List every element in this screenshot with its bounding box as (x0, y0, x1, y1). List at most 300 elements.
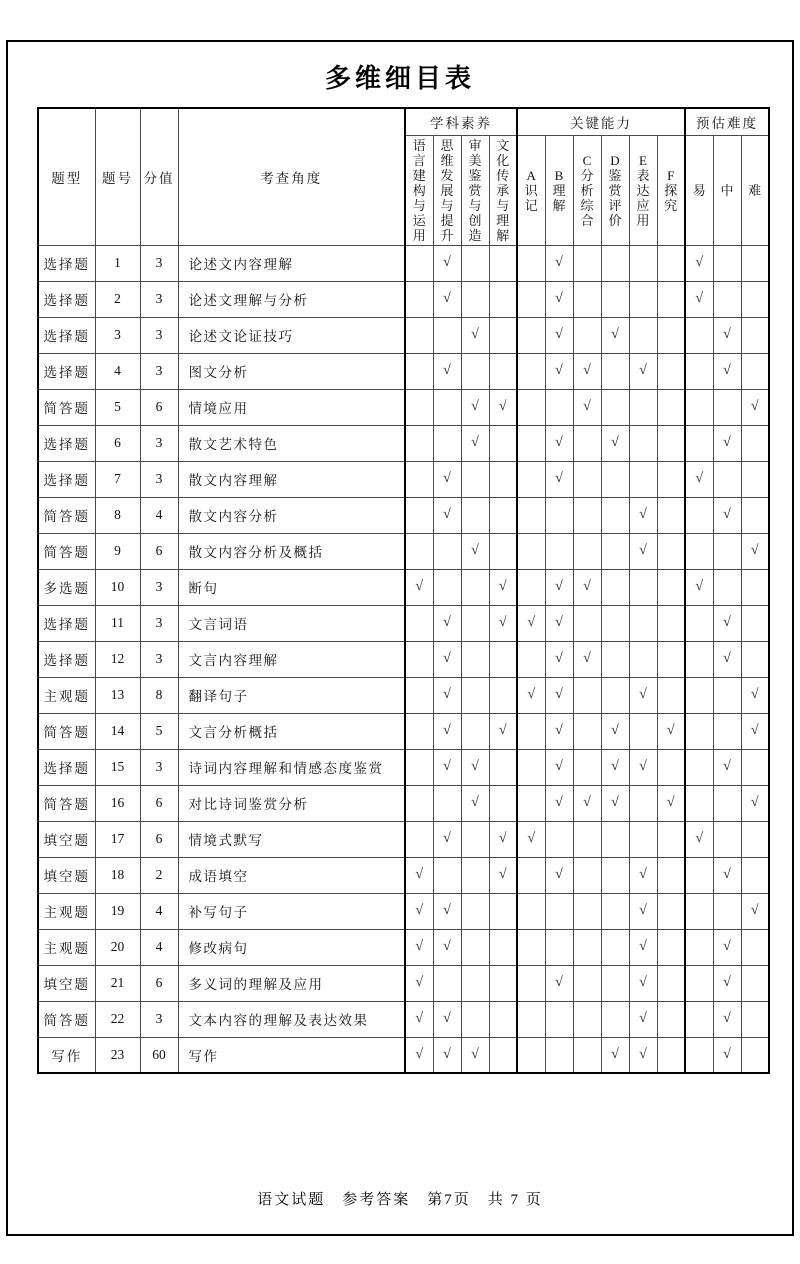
angle-cell: 文言内容理解 (178, 641, 405, 677)
qnum-cell: 5 (95, 389, 140, 425)
check-cell (545, 497, 573, 533)
vertical-label-char: 综 (580, 197, 594, 213)
check-mark: √ (611, 1046, 619, 1062)
check-cell (629, 713, 657, 749)
check-cell (405, 893, 433, 929)
qtype-cell: 填空题 (38, 965, 95, 1001)
check-cell (489, 461, 517, 497)
check-mark: √ (639, 903, 647, 918)
qtype-cell: 选择题 (38, 641, 95, 677)
vertical-label-char: 建 (412, 167, 426, 183)
check-cell (405, 785, 433, 821)
check-cell (657, 677, 685, 713)
page-title: 多维细目表 (324, 64, 475, 93)
check-cell (517, 821, 545, 857)
check-cell (713, 605, 741, 641)
vertical-label-char: 赏 (608, 182, 622, 198)
check-column-header (545, 135, 573, 245)
check-mark: √ (723, 867, 731, 882)
check-cell (461, 461, 489, 497)
check-mark: √ (443, 1046, 451, 1062)
check-cell (489, 281, 517, 317)
check-cell (573, 965, 601, 1001)
check-column-header (657, 135, 685, 245)
check-cell (657, 281, 685, 317)
check-cell (405, 569, 433, 605)
check-cell (433, 461, 461, 497)
vertical-label (574, 136, 601, 244)
vertical-label (462, 136, 489, 244)
qnum-cell: 10 (95, 569, 140, 605)
check-column-header (405, 135, 433, 245)
check-mark: √ (611, 795, 619, 810)
check-cell (461, 317, 489, 353)
check-mark: √ (611, 723, 619, 738)
check-cell (517, 317, 545, 353)
check-cell (517, 641, 545, 677)
check-mark: √ (695, 471, 704, 486)
vertical-label-char: 鉴 (608, 167, 622, 183)
angle-cell: 翻译句子 (178, 677, 405, 713)
check-cell (489, 605, 517, 641)
qnum-cell: 20 (95, 929, 140, 965)
qtype-cell: 填空题 (38, 821, 95, 857)
score-cell: 3 (140, 425, 178, 461)
qtype-cell: 主观题 (38, 677, 95, 713)
vertical-label (630, 136, 657, 244)
table-header (38, 108, 769, 245)
vertical-label (546, 136, 573, 244)
check-column-header (685, 135, 713, 245)
check-cell (405, 281, 433, 317)
check-cell (573, 929, 601, 965)
check-mark: √ (443, 903, 451, 918)
check-cell (685, 497, 713, 533)
check-cell (545, 317, 573, 353)
check-column-header (461, 135, 489, 245)
check-cell (741, 821, 769, 857)
check-cell (685, 929, 713, 965)
check-cell (517, 965, 545, 1001)
check-cell (629, 245, 657, 281)
qnum-cell: 1 (95, 245, 140, 281)
check-cell (629, 893, 657, 929)
check-cell (433, 1001, 461, 1037)
page-footer: 语文试题 参考答案 第7页 共 7 页 (257, 1192, 543, 1208)
check-cell (713, 677, 741, 713)
vertical-label-char: 析 (580, 182, 594, 198)
check-cell (713, 1001, 741, 1037)
check-cell (545, 281, 573, 317)
check-mark: √ (639, 687, 647, 702)
check-cell (601, 533, 629, 569)
check-mark: √ (723, 1011, 731, 1026)
vertical-label-char: 美 (468, 152, 482, 168)
angle-cell: 文言分析概括 (178, 713, 405, 749)
qnum-cell: 15 (95, 749, 140, 785)
check-mark: √ (723, 615, 731, 630)
check-cell (489, 929, 517, 965)
angle-cell: 成语填空 (178, 857, 405, 893)
check-cell (657, 569, 685, 605)
qtype-cell: 多选题 (38, 569, 95, 605)
check-cell (573, 713, 601, 749)
check-cell (517, 713, 545, 749)
vertical-label-char: 文 (496, 137, 510, 153)
check-cell (741, 605, 769, 641)
check-cell (517, 389, 545, 425)
vertical-label-char: 言 (412, 152, 426, 168)
check-cell (713, 281, 741, 317)
check-cell (657, 857, 685, 893)
check-cell (741, 425, 769, 461)
check-mark: √ (723, 975, 731, 990)
check-mark: √ (443, 723, 451, 738)
check-mark: √ (555, 651, 563, 666)
check-cell (517, 425, 545, 461)
check-mark: √ (471, 399, 479, 414)
check-cell (657, 533, 685, 569)
check-cell (629, 353, 657, 389)
check-cell (657, 605, 685, 641)
check-cell (461, 749, 489, 785)
angle-cell: 散文内容分析 (178, 497, 405, 533)
check-cell (713, 929, 741, 965)
check-cell (433, 425, 461, 461)
check-cell (741, 713, 769, 749)
check-cell (657, 389, 685, 425)
qnum-cell: 4 (95, 353, 140, 389)
check-cell (461, 605, 489, 641)
score-cell: 6 (140, 785, 178, 821)
check-cell (545, 965, 573, 1001)
check-mark: √ (415, 579, 424, 594)
check-cell (685, 605, 713, 641)
vertical-label-char: 发 (440, 167, 454, 183)
check-cell (489, 497, 517, 533)
check-cell (489, 965, 517, 1001)
check-cell (433, 929, 461, 965)
check-cell (741, 641, 769, 677)
qtype-cell: 简答题 (38, 785, 95, 821)
vertical-label-char: 识 (524, 182, 538, 198)
qtype-cell: 选择题 (38, 605, 95, 641)
check-cell (713, 641, 741, 677)
check-cell (573, 245, 601, 281)
check-cell (685, 281, 713, 317)
check-mark: √ (415, 939, 424, 954)
check-cell (713, 749, 741, 785)
check-cell (629, 389, 657, 425)
check-cell (517, 605, 545, 641)
check-cell (629, 857, 657, 893)
check-cell (657, 821, 685, 857)
check-cell (657, 353, 685, 389)
check-cell (629, 1037, 657, 1073)
check-cell (433, 821, 461, 857)
check-cell (713, 533, 741, 569)
check-cell (657, 893, 685, 929)
check-cell (405, 929, 433, 965)
check-cell (713, 893, 741, 929)
check-mark: √ (583, 651, 591, 666)
check-mark: √ (695, 291, 704, 306)
vertical-label (406, 136, 433, 244)
check-cell (713, 821, 741, 857)
vertical-label (714, 136, 741, 244)
check-mark: √ (723, 507, 731, 522)
check-cell (545, 461, 573, 497)
check-cell (489, 245, 517, 281)
check-mark: √ (498, 615, 507, 630)
column-header: 分值 (140, 108, 178, 245)
angle-cell: 多义词的理解及应用 (178, 965, 405, 1001)
check-cell (489, 569, 517, 605)
check-cell (433, 245, 461, 281)
table-row (38, 389, 769, 425)
check-cell (741, 1001, 769, 1037)
score-cell: 3 (140, 245, 178, 281)
check-cell (433, 857, 461, 893)
check-mark: √ (639, 543, 647, 558)
check-cell (545, 713, 573, 749)
check-cell (629, 677, 657, 713)
check-cell (685, 389, 713, 425)
check-cell (601, 785, 629, 821)
check-cell (685, 1037, 713, 1073)
vertical-label-char: B (554, 167, 564, 183)
check-mark: √ (555, 759, 563, 774)
vertical-label-char: 表 (636, 167, 650, 183)
qnum-cell: 3 (95, 317, 140, 353)
angle-cell: 图文分析 (178, 353, 405, 389)
check-mark: √ (723, 1046, 731, 1062)
check-mark: √ (666, 795, 675, 810)
check-cell (517, 929, 545, 965)
check-cell (489, 785, 517, 821)
check-cell (685, 713, 713, 749)
qtype-cell: 选择题 (38, 245, 95, 281)
table-row (38, 425, 769, 461)
check-cell (657, 641, 685, 677)
check-cell (405, 353, 433, 389)
vertical-label-char: 提 (440, 212, 454, 228)
vertical-label-char: 审 (468, 137, 482, 153)
table-row (38, 1037, 769, 1073)
check-cell (629, 461, 657, 497)
group-header: 学科素养 (405, 108, 517, 135)
check-cell (461, 893, 489, 929)
check-mark: √ (583, 579, 591, 594)
vertical-label-char: 易 (692, 182, 706, 198)
check-cell (573, 317, 601, 353)
check-cell (657, 461, 685, 497)
check-cell (405, 389, 433, 425)
check-cell (657, 785, 685, 821)
check-cell (685, 533, 713, 569)
check-mark: √ (639, 939, 647, 954)
check-cell (685, 749, 713, 785)
check-cell (517, 1001, 545, 1037)
check-cell (517, 245, 545, 281)
check-mark: √ (750, 399, 759, 414)
score-cell: 6 (140, 821, 178, 857)
check-cell (601, 893, 629, 929)
angle-cell: 断句 (178, 569, 405, 605)
check-cell (601, 713, 629, 749)
group-header: 关键能力 (517, 108, 685, 135)
check-cell (517, 353, 545, 389)
vertical-label-char: 构 (412, 182, 426, 198)
check-mark: √ (555, 327, 563, 342)
check-cell (657, 425, 685, 461)
check-mark: √ (443, 507, 451, 522)
angle-cell: 情境应用 (178, 389, 405, 425)
check-mark: √ (583, 399, 591, 414)
check-cell (489, 425, 517, 461)
angle-cell: 散文内容理解 (178, 461, 405, 497)
table-row (38, 497, 769, 533)
qtype-cell: 填空题 (38, 857, 95, 893)
check-cell (517, 281, 545, 317)
check-cell (433, 1037, 461, 1073)
check-mark: √ (639, 975, 647, 990)
qtype-cell: 写作 (38, 1037, 95, 1073)
spec-table (37, 107, 770, 1074)
check-cell (573, 389, 601, 425)
check-cell (573, 785, 601, 821)
check-mark: √ (695, 579, 704, 594)
vertical-label-char: 理 (496, 212, 510, 228)
check-cell (489, 677, 517, 713)
check-cell (713, 497, 741, 533)
qnum-cell: 8 (95, 497, 140, 533)
check-mark: √ (443, 687, 451, 702)
check-cell (461, 533, 489, 569)
table-row (38, 281, 769, 317)
vertical-label-char: 难 (748, 182, 762, 198)
vertical-label (490, 136, 517, 244)
check-mark: √ (443, 255, 451, 270)
check-cell (405, 713, 433, 749)
check-mark: √ (443, 291, 451, 306)
check-cell (405, 605, 433, 641)
check-cell (405, 677, 433, 713)
check-mark: √ (723, 435, 731, 450)
check-cell (573, 641, 601, 677)
check-cell (713, 713, 741, 749)
check-mark: √ (555, 615, 563, 630)
vertical-label (602, 136, 629, 244)
check-cell (741, 965, 769, 1001)
check-mark: √ (415, 975, 424, 990)
score-cell: 3 (140, 281, 178, 317)
check-column-header (517, 135, 545, 245)
check-mark: √ (498, 831, 507, 846)
check-cell (573, 281, 601, 317)
check-cell (517, 677, 545, 713)
check-cell (601, 641, 629, 677)
check-cell (741, 533, 769, 569)
check-cell (405, 1037, 433, 1073)
check-mark: √ (723, 651, 731, 666)
angle-cell: 文本内容的理解及表达效果 (178, 1001, 405, 1037)
vertical-label-char: 理 (552, 182, 566, 198)
check-cell (713, 569, 741, 605)
check-cell (657, 317, 685, 353)
vertical-label (518, 136, 545, 244)
check-cell (545, 533, 573, 569)
check-mark: √ (443, 363, 451, 378)
check-cell (657, 929, 685, 965)
vertical-label-char: 记 (524, 197, 538, 213)
check-cell (461, 245, 489, 281)
qnum-cell: 11 (95, 605, 140, 641)
check-cell (629, 929, 657, 965)
check-cell (629, 785, 657, 821)
check-cell (601, 461, 629, 497)
check-cell (545, 605, 573, 641)
check-mark: √ (611, 759, 619, 774)
qnum-cell: 2 (95, 281, 140, 317)
check-cell (489, 353, 517, 389)
vertical-label-char: 化 (496, 152, 510, 168)
qtype-cell: 选择题 (38, 461, 95, 497)
check-mark: √ (443, 1011, 451, 1026)
check-mark: √ (555, 579, 563, 594)
check-cell (433, 749, 461, 785)
score-cell: 3 (140, 1001, 178, 1037)
check-cell (629, 425, 657, 461)
check-cell (601, 677, 629, 713)
qtype-cell: 选择题 (38, 281, 95, 317)
check-cell (517, 533, 545, 569)
check-cell (573, 1037, 601, 1073)
check-mark: √ (555, 471, 563, 486)
check-cell (489, 749, 517, 785)
table-row (38, 965, 769, 1001)
check-cell (489, 821, 517, 857)
check-mark: √ (471, 795, 479, 810)
check-cell (685, 1001, 713, 1037)
vertical-label-char: 维 (440, 152, 454, 168)
check-cell (461, 425, 489, 461)
check-cell (433, 677, 461, 713)
check-cell (433, 785, 461, 821)
check-cell (685, 461, 713, 497)
check-cell (517, 785, 545, 821)
check-cell (713, 317, 741, 353)
check-mark: √ (443, 615, 451, 630)
angle-cell: 诗词内容理解和情感态度鉴赏 (178, 749, 405, 785)
score-cell: 6 (140, 389, 178, 425)
check-mark: √ (471, 327, 479, 342)
score-cell: 60 (140, 1037, 178, 1073)
check-mark: √ (750, 795, 759, 810)
check-cell (657, 245, 685, 281)
check-cell (545, 677, 573, 713)
vertical-label-char: 与 (412, 197, 426, 213)
check-column-header (573, 135, 601, 245)
vertical-label-char: 应 (636, 197, 650, 213)
check-mark: √ (471, 543, 479, 558)
vertical-label-char: 分 (580, 167, 594, 183)
check-mark: √ (750, 687, 759, 702)
column-header: 题型 (38, 108, 95, 245)
check-cell (433, 965, 461, 1001)
check-cell (461, 929, 489, 965)
score-cell: 3 (140, 569, 178, 605)
